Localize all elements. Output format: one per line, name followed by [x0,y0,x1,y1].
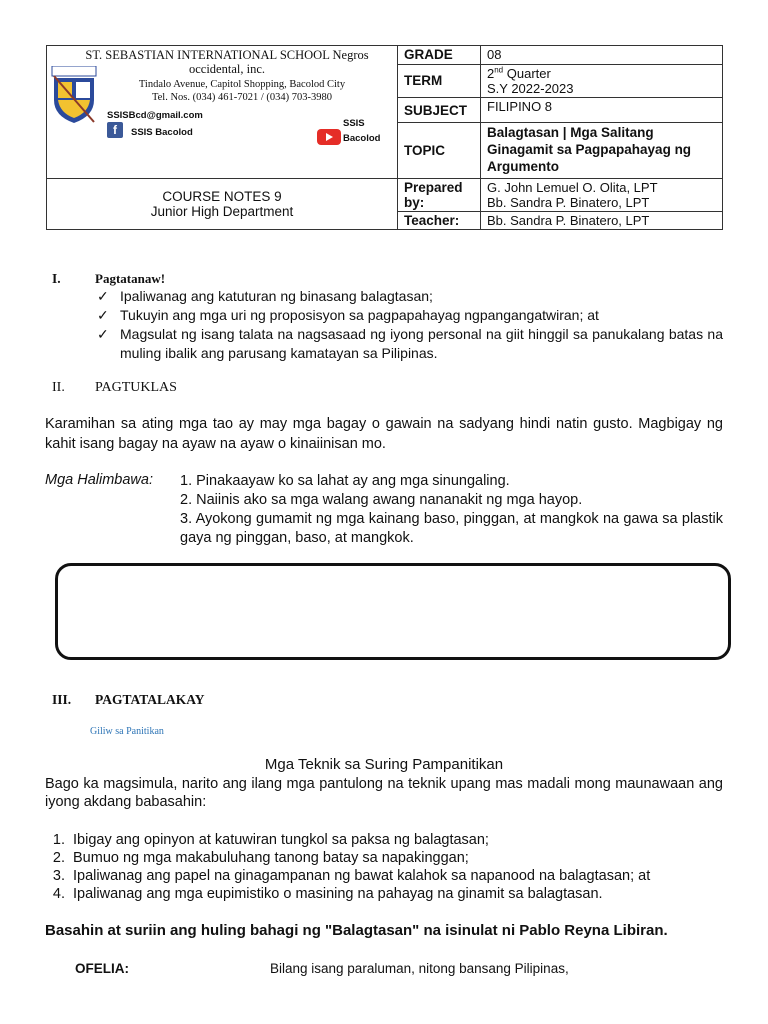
school-info-cell [47,46,398,179]
objective-item: ✓ Magsulat ng isang talata na nagsasaad ng iyong personal na giit hinggil sa panukalang batas na muling ibalik ang parusang kamatayan sa Pilipinas. [95,325,723,363]
teacher-value: Bb. Sandra P. Binatero, LPT [481,212,723,230]
examples-label-text: Mga Halimbawa [45,472,149,488]
course-notes-cell [47,179,398,230]
school-logo-icon [50,66,98,124]
prepared-label: Prepared by: [398,179,481,212]
prepared-value [481,179,723,212]
term-value [481,64,723,98]
school-year: S.Y 2022-2023 [487,80,574,96]
section-1-title: Pagtatanaw! [95,271,166,286]
example-item: 1. Pinakaayaw ko sa lahat ay ang mga sinungaling. [180,473,510,489]
topic-value: Balagtasan | Mga Salitang Ginagamit sa Pagpapahayag ng Argumento [481,123,723,179]
example-item: 2. Naiinis ako sa mga walang awang nananakit ng mga hayop. [180,492,583,508]
address-line: Tindalo Avenue, Capitol Shopping, Bacolod City [138,79,346,90]
techniques-list [45,831,747,903]
term-word: Quarter [503,65,551,81]
school-address [107,79,377,104]
term-suffix: nd [494,65,504,75]
reading-instruction: Basahin at suriin ang huling bahagi ng "Balagtasan" na isinulat ni Pablo Reyna Libiran. [45,922,668,939]
pagtuklas-paragraph: Karamihan sa ating mga tao ay may mga bagay o gawain na sadyang hindi natin gusto. Magbigay ng kahit isang bagay na ayaw na ayaw o kinaiinisan mo. [45,416,723,452]
section-2-title: PAGTUKLAS [95,380,177,395]
small-caption: Giliw sa Panitikan [90,726,164,737]
subheading: Mga Teknik sa Suring Pampanitikan [264,756,504,773]
poem-line: Bilang isang paraluman, nitong bansang Pilipinas, [270,961,569,976]
phone-line: Tel. Nos. (034) 461-7021 / (034) 703-3980 [151,91,333,103]
subject-label: SUBJECT [398,98,481,123]
department: Junior High Department [150,204,294,219]
technique-item: 4. Ipaliwanag ang mga eupimistiko o masining na pahayag na ginamit sa balagtasan. [69,885,747,903]
grade-value: 08 [481,46,723,65]
grade-label: GRADE [398,46,481,65]
youtube-label[interactable]: SSIS Bacolod [343,118,381,144]
answer-box[interactable] [55,563,731,660]
speaker-name: OFELIA: [75,961,129,976]
subject-value: FILIPINO 8 [481,98,723,123]
examples-list [180,472,723,548]
school-name: ST. SEBASTIAN INTERNATIONAL SCHOOL Negros occidental, inc. [85,48,369,76]
preparer-1: G. John Lemuel O. Olita, LPT [487,180,658,195]
intro-paragraph: Bago ka magsimula, narito ang ilang mga pantulong na teknik upang mas madali mong maunawaan ang iyong akdang babasahin: [45,776,723,810]
examples-label: Mga Halimbawa: [45,472,153,488]
school-email[interactable]: SSISBcd@gmail.com [107,110,203,121]
section-3-title: PAGTATALAKAY [95,692,205,707]
facebook-label[interactable]: SSIS Bacolod [131,127,193,138]
header-table [46,45,723,230]
objectives-list [95,287,723,363]
teacher-label: Teacher: [398,212,481,230]
term-number: 2 [487,65,495,81]
youtube-icon[interactable] [317,129,341,145]
preparer-2: Bb. Sandra P. Binatero, LPT [487,195,650,210]
term-label: TERM [398,64,481,98]
facebook-icon[interactable]: f [107,122,123,138]
section-2-number: II. [52,380,65,395]
example-item: 3. Ayokong gumamit ng mga kainang baso, pinggan, at mangkok na gawa sa plastik gaya ng pinggan, baso, at mangkok. [180,511,723,546]
technique-item: 3. Ipaliwanag ang papel na ginagampanan ng bawat kalahok sa napanood na balagtasan; at [69,867,747,885]
section-3-number: III. [52,692,72,707]
course-notes-title: COURSE NOTES 9 [162,189,282,204]
section-1-number: I. [52,271,61,286]
objective-item: ✓ Tukuyin ang mga uri ng proposisyon sa pagpapahayag ngpangangatwiran; at [95,306,723,325]
objective-item: ✓ Ipaliwanag ang katuturan ng binasang balagtasan; [95,287,723,306]
technique-item: 2. Bumuo ng mga makabuluhang tanong batay sa napakinggan; [69,849,747,867]
technique-item: 1. Ibigay ang opinyon at katuwiran tungkol sa paksa ng balagtasan; [69,831,747,849]
topic-label: TOPIC [398,123,481,179]
